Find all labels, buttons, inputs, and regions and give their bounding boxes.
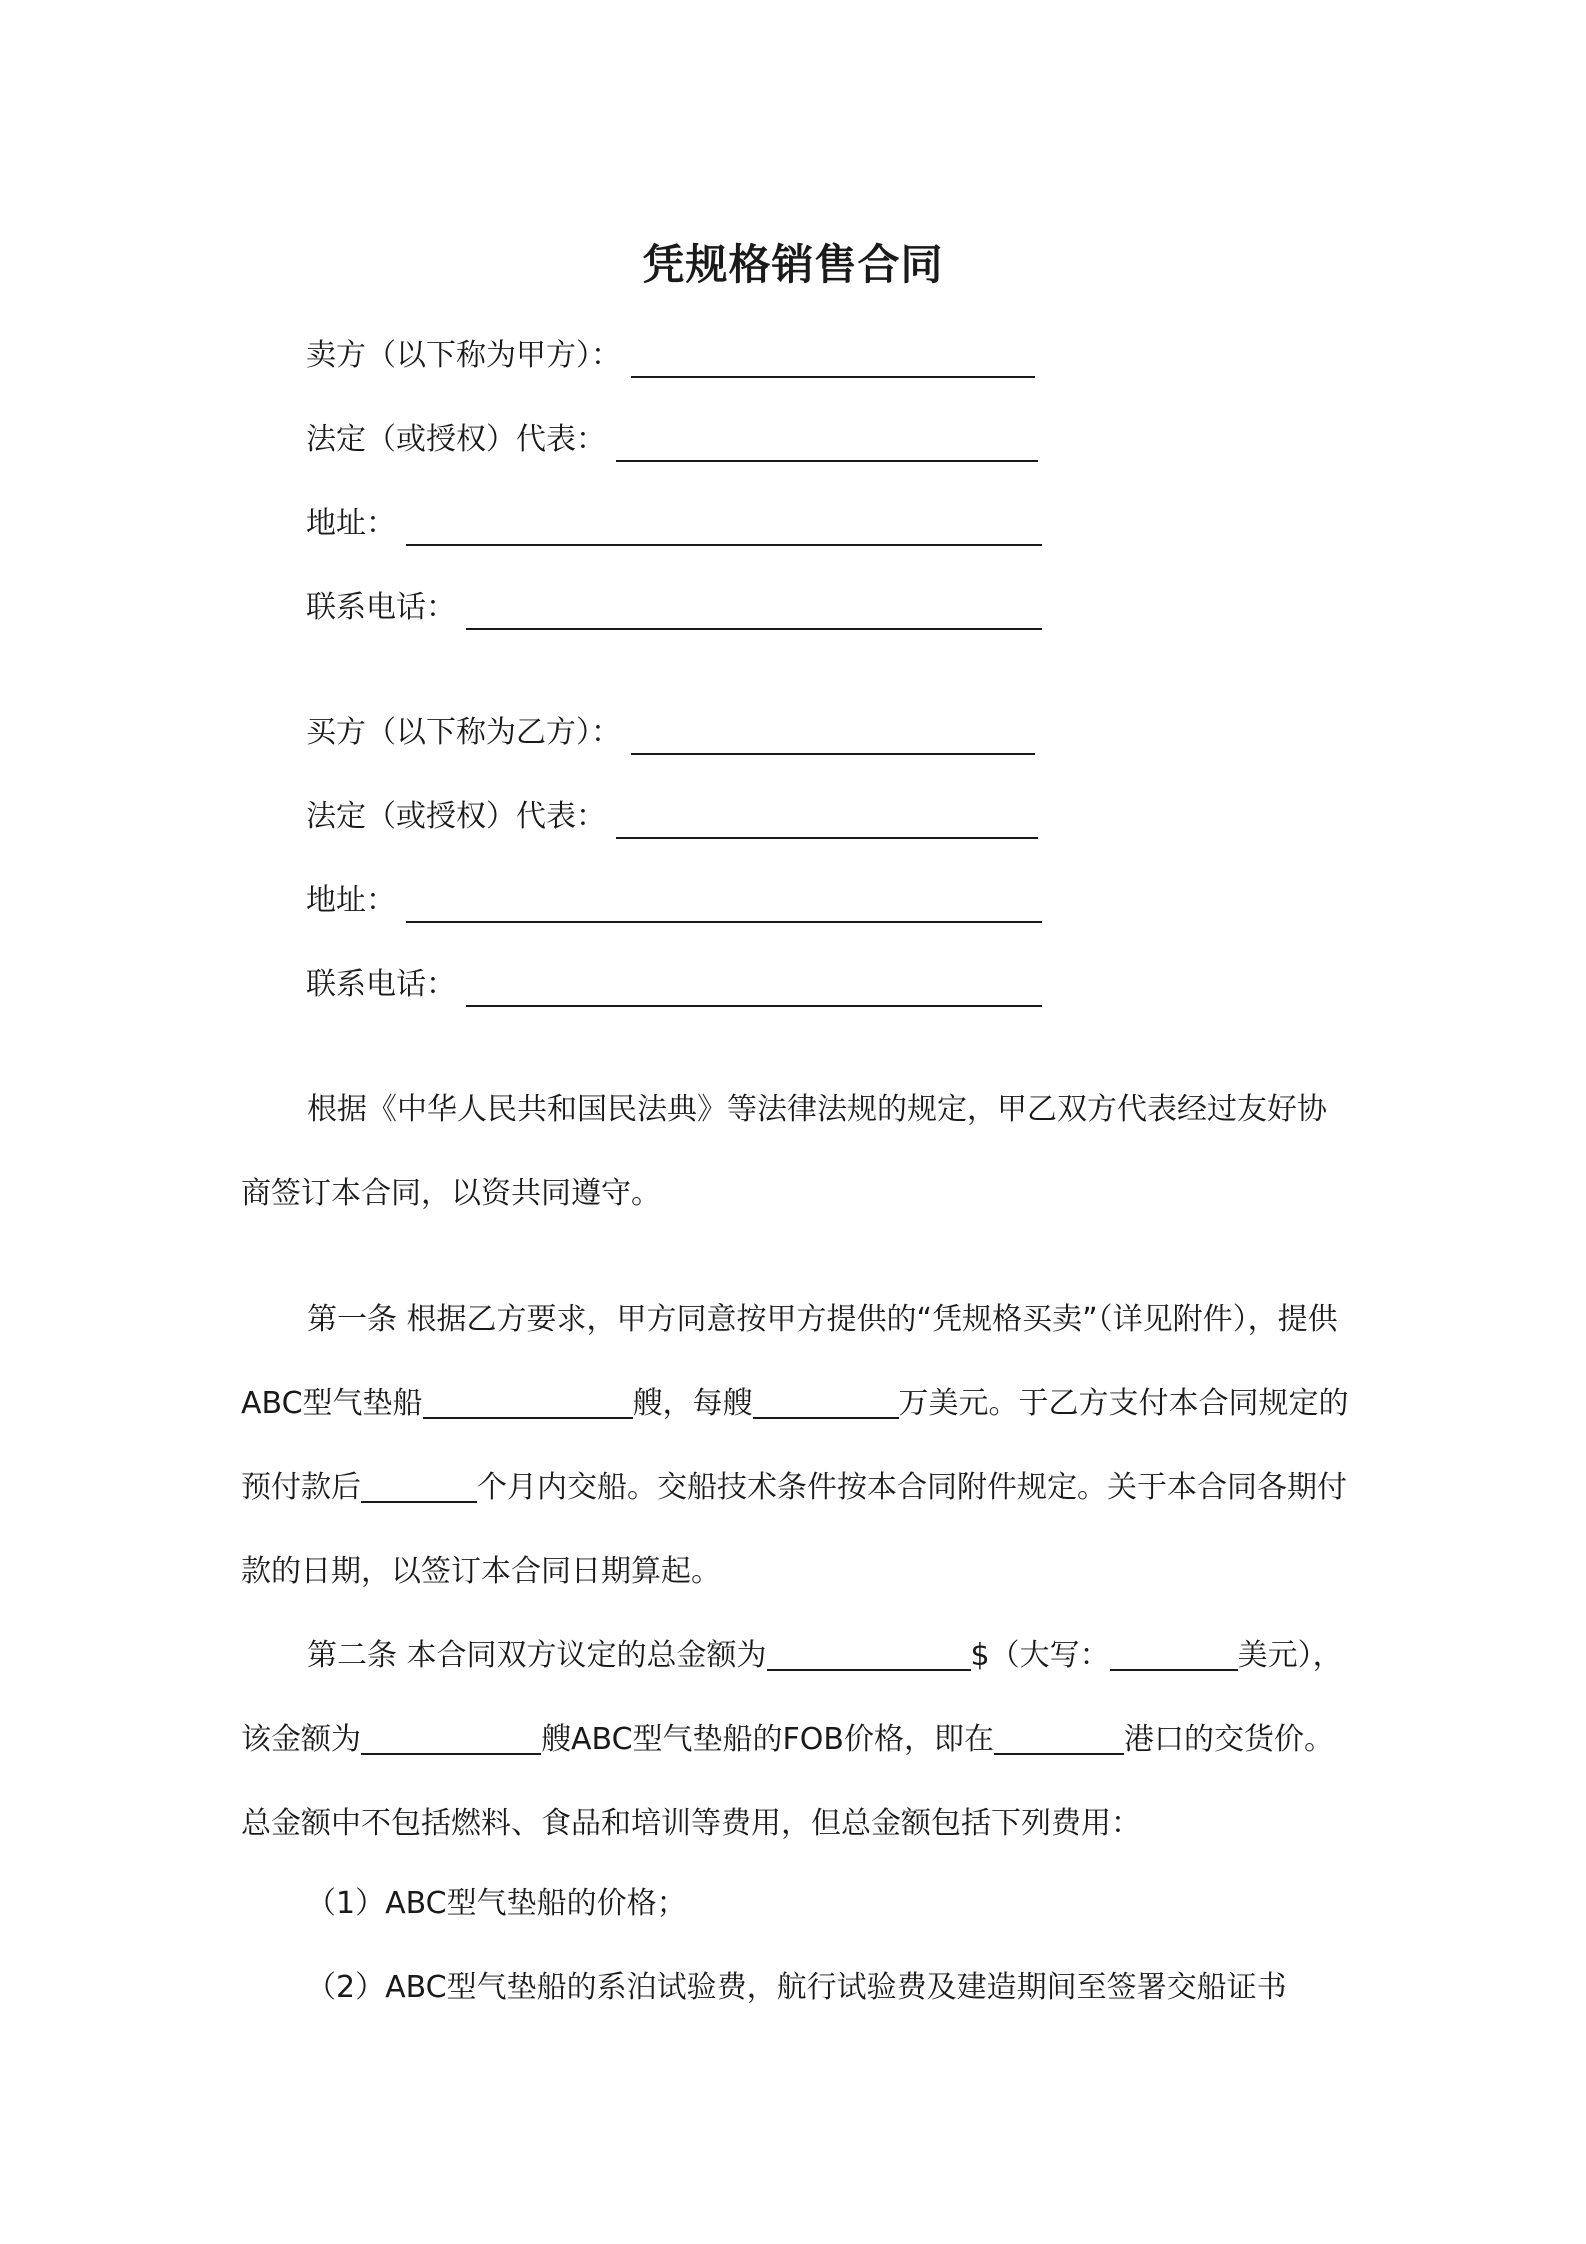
buyer-name-blank[interactable] (631, 713, 1035, 755)
seller-phone-field (306, 570, 1042, 630)
article-1-text-3: 万美元。于乙方支付本合同规定的预付款后 (241, 1386, 1349, 1505)
total-amount-blank[interactable] (767, 1639, 971, 1671)
article-1 (241, 1278, 1355, 1614)
buyer-phone-field (306, 947, 1042, 1007)
seller-phone-blank[interactable] (466, 588, 1042, 630)
intro-paragraph: 根据《中华人民共和国民法典》等法律法规的规定，甲乙双方代表经过友好协商签订本合同，以资共同遵守。 (241, 1092, 1327, 1211)
seller-rep-blank[interactable] (616, 420, 1038, 462)
article-1-text-4: 个月内交船。交船技术条件按本合同附件规定。关于本合同各期付款的日期，以签订本合同日期算起。 (241, 1470, 1347, 1589)
seller-rep-field (306, 402, 1038, 462)
seller-name-field (306, 318, 1035, 378)
fob-ship-count-blank[interactable] (361, 1723, 541, 1755)
article-2-text-4: 艘ABC型气垫船的FOB价格，即在 (541, 1722, 994, 1757)
seller-address-field (306, 486, 1042, 546)
article-2 (241, 1614, 1355, 1866)
seller-name-blank[interactable] (631, 336, 1035, 378)
seller-rep-label: 法定（或授权）代表： (306, 422, 606, 457)
unit-price-blank[interactable] (753, 1387, 899, 1419)
ship-quantity-blank[interactable] (423, 1387, 633, 1419)
article-2-text-3: 美元），该金额为 (241, 1638, 1343, 1757)
buyer-phone-label: 联系电话： (306, 967, 456, 1002)
buyer-name-field (306, 695, 1035, 755)
delivery-months-blank[interactable] (361, 1471, 477, 1503)
seller-name-label: 卖方（以下称为甲方）： (306, 338, 621, 373)
buyer-rep-field (306, 779, 1038, 839)
fee-item-2: （2）ABC型气垫船的系泊试验费，航行试验费及建造期间至签署交船证书 (306, 1970, 1287, 2005)
buyer-address-field (306, 863, 1042, 923)
amount-in-words-blank[interactable] (1110, 1639, 1238, 1671)
buyer-address-label: 地址： (306, 883, 396, 918)
buyer-phone-blank[interactable] (466, 965, 1042, 1007)
document-title: 凭规格销售合同 (642, 240, 944, 289)
port-blank[interactable] (994, 1723, 1124, 1755)
seller-address-label: 地址： (306, 506, 396, 541)
fee-item-1: （1）ABC型气垫船的价格； (306, 1886, 687, 1921)
article-2-text-5: 港口的交货价。总金额中不包括燃料、食品和培训等费用，但总金额包括下列费用： (241, 1722, 1334, 1841)
buyer-name-label: 买方（以下称为乙方）： (306, 715, 621, 750)
article-2-text-1: 第二条 本合同双方议定的总金额为 (307, 1638, 767, 1673)
article-1-text-2: 艘，每艘 (632, 1386, 753, 1421)
buyer-address-blank[interactable] (406, 881, 1042, 923)
buyer-rep-label: 法定（或授权）代表： (306, 799, 606, 834)
buyer-rep-blank[interactable] (616, 797, 1038, 839)
article-1-text-1: 第一条 根据乙方要求，甲方同意按甲方提供的“凭规格买卖”（详见附件），提供ABC型气垫船 (241, 1302, 1338, 1421)
seller-phone-label: 联系电话： (306, 590, 456, 625)
article-2-text-2: $（大写： (970, 1638, 1110, 1673)
seller-address-blank[interactable] (406, 504, 1042, 546)
